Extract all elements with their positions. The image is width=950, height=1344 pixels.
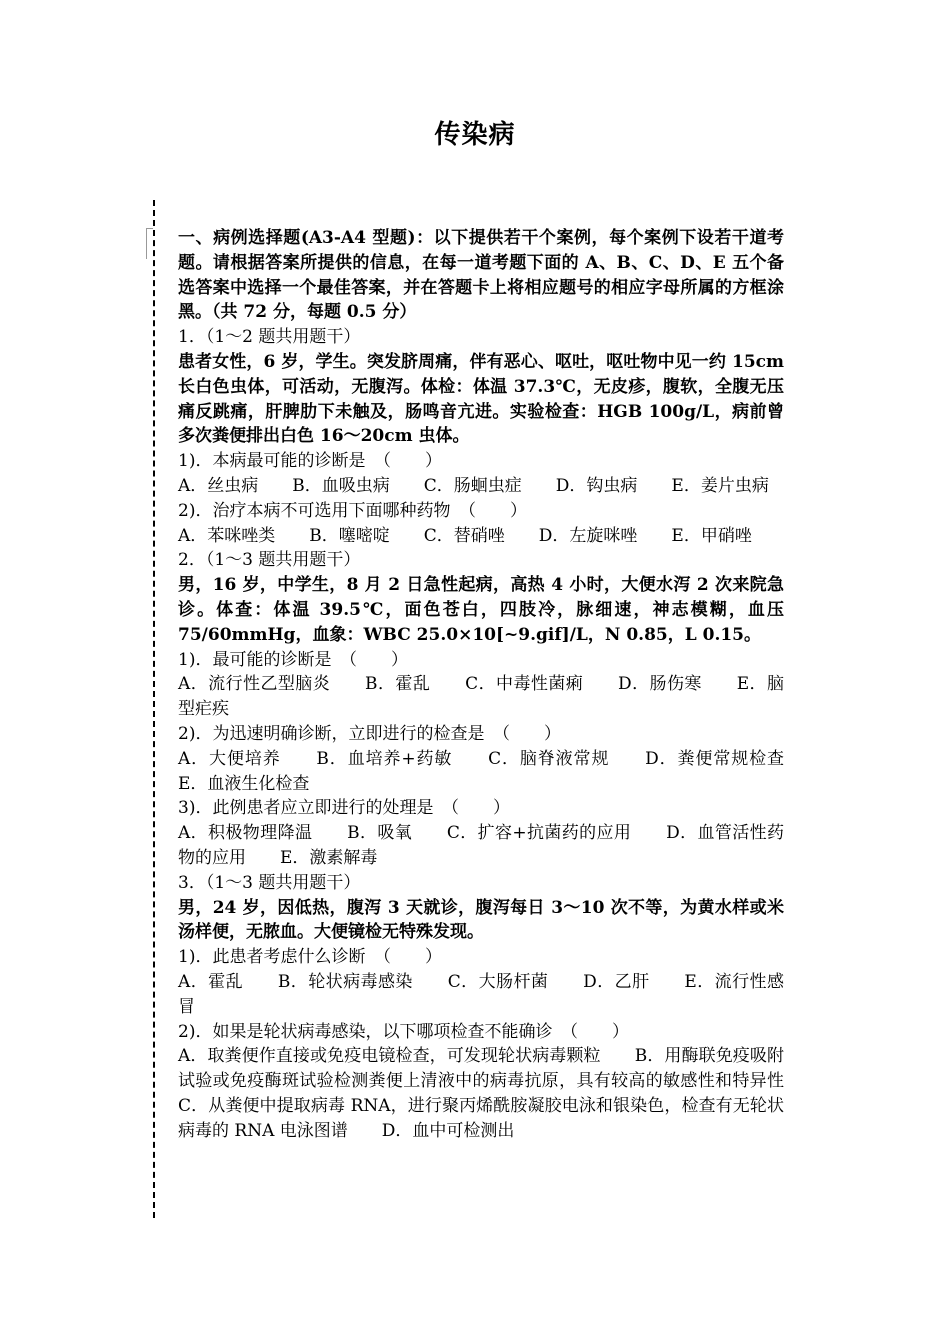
case-stem: 男，24 岁，因低热，腹泻 3 天就诊，腹泻每日 3～10 次不等，为黄水样或米汤样便，无脓血。大便镜检无特殊发现。 [178,897,784,943]
case-label: 3．（1～3 题共用题干） [178,872,361,893]
question-options: A．霍乱 B．轮状病毒感染 C．大肠杆菌 D．乙肝 E．流行性感冒 [178,971,784,1017]
question-text: 2)．治疗本病不可选用下面哪种药物 （ ） [178,500,527,521]
document-body [178,226,818,1143]
question-text: 1)．最可能的诊断是 （ ） [178,649,408,670]
question-options: A．大便培养 B．血培养+药敏 C．脑脊液常规 D．粪便常规检查 E．血液生化检查 [178,748,818,794]
question-options: A．丝虫病 B．血吸虫病 C．肠蛔虫症 D．钩虫病 E．姜片虫病 [178,475,769,496]
section-heading: 一、病例选择题(A3-A4 型题)：以下提供若干个案例，每个案例下设若干道考题。请根据答案所提供的信息，在每一道考题下面的 A、B、C、D、E 五个备选答案中选择一个最佳答案，并在答题卡上将相应题号的相应字母所属的方框涂黑。（共 72 分，每题 0.5 分） [178,228,784,323]
question-text: 1)．本病最可能的诊断是 （ ） [178,451,442,472]
question-options: A．积极物理降温 B．吸氧 C．扩容+抗菌药的应用 D．血管活性药物的应用 E．激素解毒 [178,823,784,868]
binding-margin-line [153,200,155,1218]
case-stem: 男，16 岁，中学生，8 月 2 日急性起病，高热 4 小时，大便水泻 2 次来院急诊。体查：体温 39.5℃，面色苍白，四肢冷，脉细速，神志模糊，血压 75/60mmHg，血象：WBC 25.0×10[~9.gif]/L，N 0.85，L 0.15。 [178,575,784,645]
question-text: 2)．为迅速明确诊断，立即进行的检查是 （ ） [178,723,561,744]
question-text: 2)．如果是轮状病毒感染，以下哪项检查不能确诊 （ ） [178,1021,629,1042]
question-text: 1)．此患者考虑什么诊断 （ ） [178,947,442,968]
question-options: A．流行性乙型脑炎 B．霍乱 C．中毒性菌痢 D．肠伤寒 E．脑型疟疾 [178,674,784,720]
text-area-corner-mark [146,228,153,259]
case-label: 1．（1～2 题共用题干） [178,327,361,348]
page-title: 传染病 [434,120,516,150]
case-stem: 患者女性，6 岁，学生。突发脐周痛，伴有恶心、呕吐，呕吐物中见一约 15cm 长白色虫体，可活动，无腹泻。体检：体温 37.3℃，无皮疹，腹软，全腹无压痛反跳痛，肝脾肋下未触及，肠鸣音亢进。实验检查：HGB 100g/L，病前曾多次粪便排出白色 16～20cm 虫体。 [178,351,784,447]
case-label: 2．（1～3 题共用题干） [178,550,361,571]
question-text: 3)．此例患者应立即进行的处理是 （ ） [178,798,510,819]
question-options: A．取粪便作直接或免疫电镜检查，可发现轮状病毒颗粒 B．用酶联免疫吸附试验或免疫酶斑试验检测粪便上清液中的病毒抗原，具有较高的敏感性和特异性 C．从粪便中提取病毒 RNA，进行聚丙烯酰胺凝胶电泳和银染色，检查有无轮状病毒的 RNA 电泳图谱 D．血中可检测出 [178,1046,818,1141]
question-options: A．苯咪唑类 B．噻嘧啶 C．替硝唑 D．左旋咪唑 E．甲硝唑 [178,525,752,546]
